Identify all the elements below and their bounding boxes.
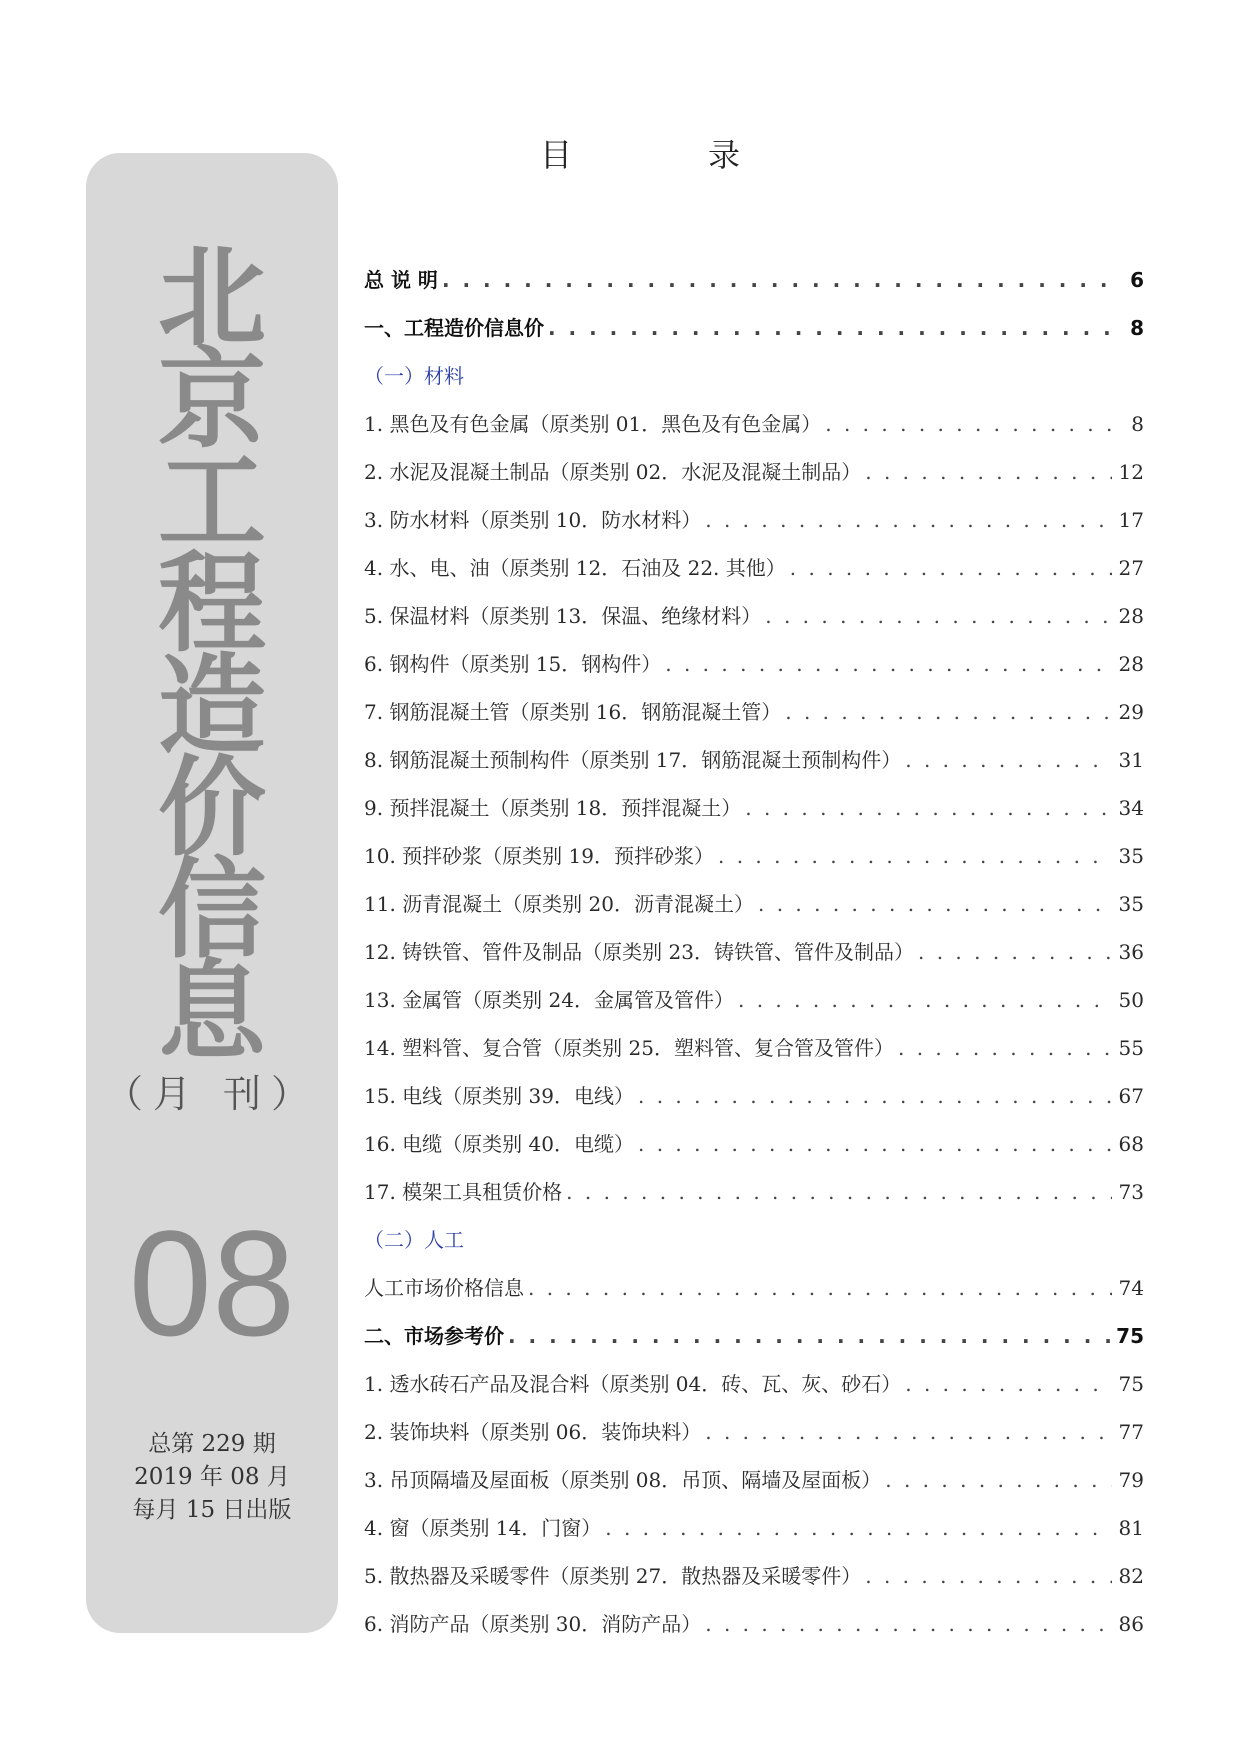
toc-list [364,256,1144,1648]
toc-entry[interactable] [364,1360,1144,1408]
toc-entry[interactable] [364,688,1144,736]
publication-title [86,236,338,1075]
cover-sidebar [86,153,338,1633]
toc-entry-label: 13. 金属管（原类别 24．金属管及管件） [364,988,734,1012]
toc-page-number: 28 [1118,604,1144,628]
title-char: 造 [157,644,266,769]
toc-entry[interactable] [364,1168,1144,1216]
toc-page-number: 79 [1118,1468,1144,1492]
toc-leader-dots [705,1600,1112,1648]
monthly-label: （月 刊） [104,1072,320,1116]
toc-leader-dots [442,256,1112,304]
toc-page-number: 50 [1118,988,1144,1012]
toc-page-number: 55 [1118,1036,1144,1060]
title-char: 信 [157,848,266,973]
toc-entry[interactable] [364,544,1144,592]
toc-entry[interactable] [364,1408,1144,1456]
toc-entry-label: （一）材料 [364,364,464,388]
toc-entry-label: 1. 透水砖石产品及混合料（原类别 04．砖、瓦、灰、砂石） [364,1372,902,1396]
toc-leader-dots [785,688,1112,736]
toc-entry[interactable] [364,304,1144,352]
toc-entry-label: 9. 预拌混凝土（原类别 18．预拌混凝土） [364,796,742,820]
toc-leader-dots [508,1312,1110,1360]
toc-entry[interactable] [364,880,1144,928]
toc-entry-label: 总 说 明 [364,268,438,292]
toc-heading [540,130,740,176]
toc-page-number: 31 [1118,748,1144,772]
issue-number: 08 [128,1199,296,1367]
toc-entry-label: 10. 预拌砂浆（原类别 19．预拌砂浆） [364,844,714,868]
toc-page-number: 6 [1130,268,1144,292]
toc-entry-label: 14. 塑料管、复合管（原类别 25．塑料管、复合管及管件） [364,1036,894,1060]
toc-leader-dots [865,448,1112,496]
toc-leader-dots [790,544,1112,592]
toc-entry[interactable] [364,592,1144,640]
toc-entry-label: 5. 散热器及采暖零件（原类别 27．散热器及采暖零件） [364,1564,862,1588]
toc-heading-char: 目 [540,136,573,174]
toc-page-number: 34 [1118,796,1144,820]
toc-page-number: 35 [1118,844,1144,868]
toc-leader-dots [705,496,1112,544]
toc-entry-label: 2. 水泥及混凝土制品（原类别 02．水泥及混凝土制品） [364,460,862,484]
toc-entry[interactable] [364,784,1144,832]
toc-leader-dots [765,592,1112,640]
toc-leader-dots [548,304,1112,352]
toc-entry-label: 15. 电线（原类别 39．电线） [364,1084,634,1108]
toc-leader-dots [718,832,1112,880]
toc-entry-label: 12. 铸铁管、管件及制品（原类别 23．铸铁管、管件及制品） [364,940,914,964]
toc-leader-dots [638,1120,1112,1168]
toc-page-number: 27 [1118,556,1144,580]
toc-entry[interactable] [364,736,1144,784]
toc-leader-dots [865,1552,1112,1600]
toc-leader-dots [528,1264,1112,1312]
toc-page-number: 68 [1118,1132,1144,1156]
toc-entry-label: 6. 消防产品（原类别 30．消防产品） [364,1612,702,1636]
toc-entry[interactable] [364,1456,1144,1504]
publish-schedule: 每月 15 日出版 [132,1497,292,1523]
title-char: 息 [157,950,266,1075]
toc-page-number: 75 [1116,1324,1144,1348]
toc-entry-label: 6. 钢构件（原类别 15．钢构件） [364,652,662,676]
toc-page-number: 77 [1118,1420,1144,1444]
toc-entry-label: 人工市场价格信息 [364,1276,524,1300]
toc-entry-label: 一、工程造价信息价 [364,316,544,340]
toc-leader-dots [898,1024,1112,1072]
toc-section-heading[interactable] [364,1216,1144,1264]
toc-page-number: 35 [1118,892,1144,916]
toc-leader-dots [705,1408,1112,1456]
toc-entry-label: 3. 吊顶隔墙及屋面板（原类别 08．吊顶、隔墙及屋面板） [364,1468,882,1492]
toc-entry[interactable] [364,1552,1144,1600]
title-char: 价 [157,746,266,871]
toc-entry[interactable] [364,1024,1144,1072]
toc-entry[interactable] [364,1600,1144,1648]
toc-entry-label: 4. 窗（原类别 14．门窗） [364,1516,602,1540]
toc-heading-char: 录 [707,136,740,174]
toc-entry[interactable] [364,256,1144,304]
title-char: 程 [157,542,266,667]
toc-leader-dots [738,976,1112,1024]
toc-page-number: 12 [1118,460,1144,484]
toc-page-number: 28 [1118,652,1144,676]
toc-leader-dots [566,1168,1112,1216]
toc-page-number: 81 [1118,1516,1144,1540]
toc-leader-dots [825,400,1112,448]
toc-entry[interactable] [364,448,1144,496]
toc-entry-label: 4. 水、电、油（原类别 12．石油及 22. 其他） [364,556,786,580]
toc-entry-label: 3. 防水材料（原类别 10．防水材料） [364,508,702,532]
toc-entry[interactable] [364,1312,1144,1360]
toc-page-number: 75 [1118,1372,1144,1396]
toc-entry[interactable] [364,496,1144,544]
toc-entry[interactable] [364,1264,1144,1312]
toc-leader-dots [918,928,1112,976]
title-char: 京 [157,338,266,463]
toc-entry[interactable] [364,1120,1144,1168]
toc-entry[interactable] [364,640,1144,688]
toc-page-number: 8 [1130,316,1144,340]
toc-entry[interactable] [364,400,1144,448]
toc-entry[interactable] [364,1072,1144,1120]
toc-page-number: 74 [1118,1276,1144,1300]
toc-entry[interactable] [364,832,1144,880]
toc-entry-label: 11. 沥青混凝土（原类别 20．沥青混凝土） [364,892,754,916]
toc-entry-label: 17. 模架工具租赁价格 [364,1180,563,1204]
title-char: 北 [157,236,266,361]
toc-entry[interactable] [364,976,1144,1024]
issue-info [86,1428,338,1527]
toc-leader-dots [905,1360,1112,1408]
toc-entry-label: 2. 装饰块料（原类别 06．装饰块料） [364,1420,702,1444]
toc-page-number: 67 [1118,1084,1144,1108]
toc-leader-dots [758,880,1112,928]
toc-page-number: 8 [1131,412,1144,436]
toc-section-heading[interactable] [364,352,1144,400]
toc-page-number: 82 [1118,1564,1144,1588]
toc-leader-dots [905,736,1112,784]
toc-leader-dots [885,1456,1112,1504]
toc-page-number: 36 [1118,940,1144,964]
toc-page-number: 73 [1118,1180,1144,1204]
toc-page-number: 29 [1118,700,1144,724]
toc-entry-label: （二）人工 [364,1228,464,1252]
toc-entry[interactable] [364,928,1144,976]
issue-date: 2019 年 08 月 [134,1464,290,1490]
toc-page-number: 17 [1118,508,1144,532]
toc-entry-label: 1. 黑色及有色金属（原类别 01．黑色及有色金属） [364,412,822,436]
issue-total: 总第 229 期 [148,1431,276,1457]
toc-entry[interactable] [364,1504,1144,1552]
toc-page-number: 86 [1118,1612,1144,1636]
toc-leader-dots [638,1072,1112,1120]
toc-entry-label: 16. 电缆（原类别 40．电缆） [364,1132,634,1156]
toc-leader-dots [745,784,1112,832]
toc-leader-dots [605,1504,1112,1552]
toc-entry-label: 8. 钢筋混凝土预制构件（原类别 17．钢筋混凝土预制构件） [364,748,902,772]
toc-entry-label: 7. 钢筋混凝土管（原类别 16．钢筋混凝土管） [364,700,782,724]
toc-entry-label: 5. 保温材料（原类别 13．保温、绝缘材料） [364,604,762,628]
toc-entry-label: 二、市场参考价 [364,1324,504,1348]
toc-leader-dots [665,640,1112,688]
title-char: 工 [157,440,266,565]
